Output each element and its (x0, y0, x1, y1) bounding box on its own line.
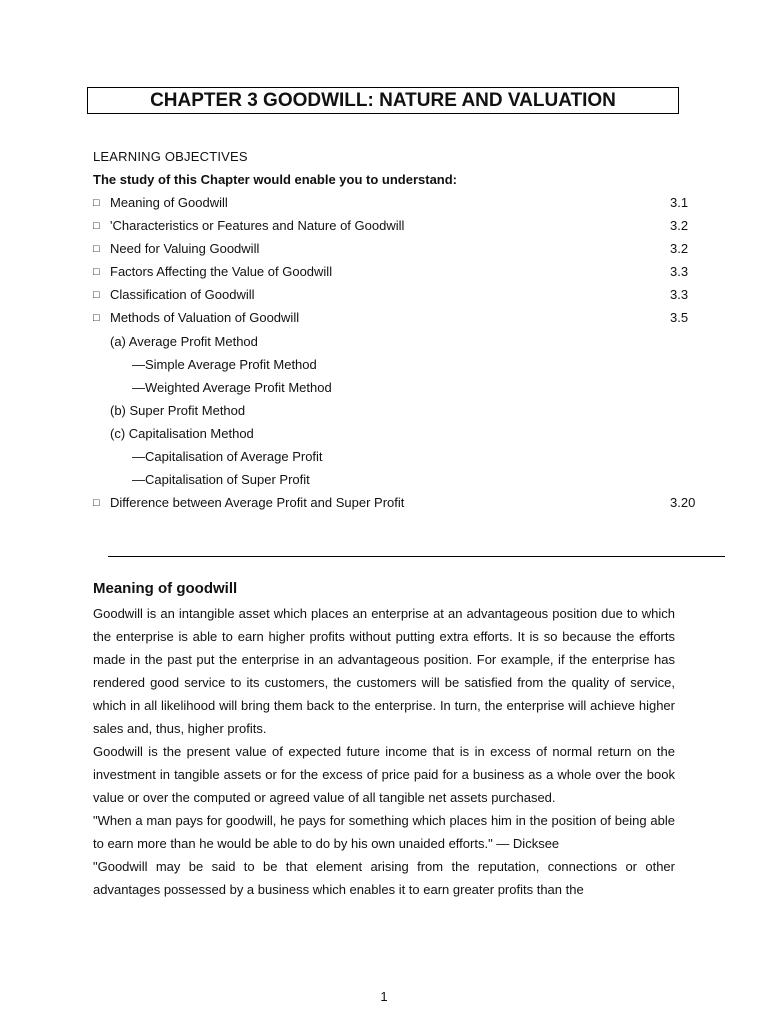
list-item-text: 'Characteristics or Features and Nature of Goodwill (110, 218, 405, 234)
checkbox-bullet-icon: □ (93, 289, 100, 302)
page-reference: 3.3 (670, 264, 689, 280)
chapter-title: CHAPTER 3 GOODWILL: NATURE AND VALUATION (87, 87, 679, 114)
sub-list-item (93, 357, 713, 380)
paragraph: Goodwill is an intangible asset which places an enterprise at an advantageous position due to which the enterprise is able to earn higher profits without putting extra efforts. It is so because the efforts made in the past put the enterprise in an advantageous position. For example, if the enterprise has rendered good service to its customers, the customers will be satisfied from the quality of service, which in all likelihood will bring them back to the enterprise. In turn, the enterprise will achieve higher sales and, thus, higher profits. (93, 606, 675, 736)
list-item (93, 495, 713, 518)
sub-list-item (93, 334, 713, 357)
checkbox-bullet-icon: □ (93, 220, 100, 233)
paragraph: "Goodwill may be said to be that element arising from the reputation, connections or other advantages possessed by a business which enables it to earn greater profits than the (93, 859, 675, 897)
sub-list-item (93, 449, 713, 472)
page-reference: 3.1 (670, 195, 689, 210)
sub-list-item (93, 426, 713, 449)
list-item-text: (b) Super Profit Method (110, 402, 246, 418)
list-item-text: —Simple Average Profit Method (132, 356, 317, 372)
list-item-text: —Capitalisation of Average Profit (132, 449, 323, 465)
checkbox-bullet-icon: □ (93, 497, 100, 510)
page-reference: 3.2 (670, 241, 689, 257)
list-item-text: Classification of Goodwill (110, 287, 255, 303)
list-item-text: Difference between Average Profit and Super Profit (110, 495, 405, 511)
page-reference: 3.20 (670, 495, 696, 511)
list-item-text: Need for Valuing Goodwill (110, 241, 260, 257)
paragraph: Goodwill is the present value of expected future income that is in excess of normal return on the investment in tangible assets or for the excess of price paid for a business as a whole over the book value or over the computed or agreed value of all tangible net assets purchased. (93, 744, 675, 805)
checkbox-bullet-icon: □ (93, 243, 100, 256)
list-item (93, 218, 713, 241)
sub-list-item (93, 472, 713, 495)
sub-list-item (93, 380, 713, 403)
list-item-text: (a) Average Profit Method (110, 333, 258, 349)
list-item (93, 264, 713, 287)
section-body (93, 602, 675, 901)
list-item (93, 310, 713, 333)
page-reference: 3.5 (670, 310, 689, 326)
page-reference: 3.3 (670, 287, 689, 303)
list-item (93, 195, 713, 218)
list-item-text: Factors Affecting the Value of Goodwill (110, 264, 333, 280)
learning-objectives-heading: LEARNING OBJECTIVES (93, 149, 248, 164)
paragraph: "When a man pays for goodwill, he pays for something which places him in the position of being able to earn more than he would be able to do by his own unaided efforts." — Dicksee (93, 813, 675, 851)
list-item-text: —Capitalisation of Super Profit (132, 472, 310, 488)
objectives-list (93, 195, 713, 518)
list-item (93, 241, 713, 264)
list-item-text: —Weighted Average Profit Method (132, 379, 332, 395)
section-heading: Meaning of goodwill (93, 580, 238, 597)
sub-list-item (93, 403, 713, 426)
list-item-text: Methods of Valuation of Goodwill (110, 310, 300, 326)
page-number: 1 (380, 989, 388, 1004)
checkbox-bullet-icon: □ (93, 266, 100, 279)
checkbox-bullet-icon: □ (93, 312, 100, 325)
list-item-text: Meaning of Goodwill (110, 195, 228, 210)
list-item (93, 287, 713, 310)
list-item-text: (c) Capitalisation Method (110, 425, 254, 441)
section-divider (108, 556, 725, 557)
learning-objectives-intro: The study of this Chapter would enable you to understand: (93, 172, 458, 187)
checkbox-bullet-icon: □ (93, 197, 100, 209)
page-reference: 3.2 (670, 218, 689, 234)
